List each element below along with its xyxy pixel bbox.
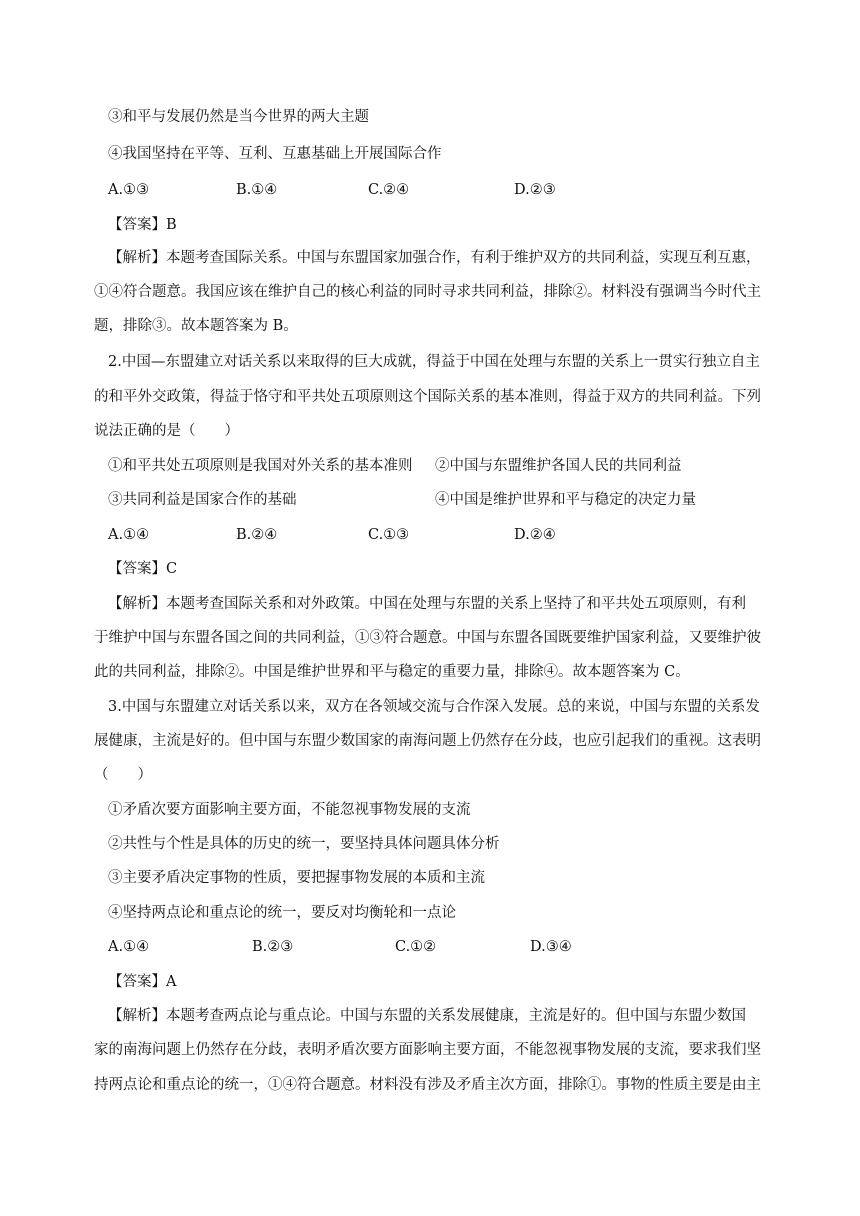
q2-analysis-line-1 [108, 594, 746, 614]
answer-tag: 【答案】 [108, 974, 166, 990]
q3-option-d: D.③④ [530, 939, 572, 955]
q1-item-4: ④我国坚持在平等、互利、互惠基础上开展国际合作 [108, 146, 442, 162]
q2-option-a: A.①④ [108, 527, 150, 543]
q1-analysis-line-2: ①④符合题意。我国应该在维护自己的核心利益的同时寻求共同利益，排除②。材料没有强调当今时代主 [94, 284, 761, 300]
q3-item-4: ④坚持两点论和重点论的统一，要反对均衡轮和一点论 [108, 905, 456, 921]
q3-analysis-line-2: 家的南海问题上仍然存在分歧，表明矛盾次要方面影响主要方面，不能忽视事物发展的支流，要求我们坚 [94, 1042, 761, 1058]
q1-answer [108, 215, 177, 235]
analysis-text: 本题考查国际关系和对外政策。中国在处理与东盟的关系上坚持了和平共处五项原则，有利 [166, 596, 746, 612]
q3-stem-line-3: （ ） [94, 767, 152, 783]
q2-answer [108, 559, 177, 579]
q2-option-d: D.②④ [514, 527, 556, 543]
q2-option-b: B.②④ [236, 527, 278, 543]
q3-option-a: A.①④ [108, 939, 150, 955]
answer-value: B [166, 217, 177, 233]
answer-value: A [166, 974, 177, 990]
answer-tag: 【答案】 [108, 217, 166, 233]
q3-stem-line-2: 展健康，主流是好的。但中国与东盟少数国家的南海问题上仍然存在分歧，也应引起我们的重视。这表明 [94, 733, 761, 749]
q3-analysis-line-1 [108, 1006, 746, 1026]
q1-analysis-line-3: 题，排除③。故本题答案为 B。 [94, 318, 298, 334]
q1-option-b: B.①④ [236, 182, 278, 198]
q2-item-3: ③共同利益是国家合作的基础 [108, 492, 297, 508]
analysis-tag: 【解析】 [108, 250, 166, 266]
q3-item-2: ②共性与个性是具体的历史的统一，要坚持具体问题具体分析 [108, 836, 500, 852]
q2-item-1: ①和平共处五项原则是我国对外关系的基本准则 [108, 458, 413, 474]
answer-value: C [166, 561, 178, 577]
q2-item-2: ②中国与东盟维护各国人民的共同利益 [435, 458, 682, 474]
q3-option-b: B.②③ [252, 939, 294, 955]
answer-tag: 【答案】 [108, 561, 166, 577]
q3-option-c: C.①② [395, 939, 437, 955]
q3-answer [108, 972, 176, 992]
q2-analysis-line-2: 于维护中国与东盟各国之间的共同利益，①③符合题意。中国与东盟各国既要维护国家利益，又要维护彼 [94, 630, 761, 646]
q3-stem-line-1: 3.中国与东盟建立对话关系以来，双方在各领域交流与合作深入发展。总的来说，中国与东盟的关系发 [108, 699, 760, 715]
q1-option-c: C.②④ [368, 182, 410, 198]
analysis-tag: 【解析】 [108, 1008, 166, 1024]
analysis-text: 本题考查国际关系。中国与东盟国家加强合作，有利于维护双方的共同利益，实现互利互惠， [166, 250, 761, 266]
q2-option-c: C.①③ [368, 527, 410, 543]
q2-item-4: ④中国是维护世界和平与稳定的决定力量 [435, 492, 696, 508]
q2-stem-line-3: 说法正确的是（ ） [94, 423, 239, 439]
analysis-tag: 【解析】 [108, 596, 166, 612]
q2-stem-line-1: 2.中国—东盟建立对话关系以来取得的巨大成就，得益于中国在处理与东盟的关系上一贯实行独立自主 [108, 354, 760, 370]
q2-stem-line-2: 的和平外交政策，得益于恪守和平共处五项原则这个国际关系的基本准则，得益于双方的共同利益。下列 [94, 389, 761, 405]
q3-item-1: ①矛盾次要方面影响主要方面，不能忽视事物发展的支流 [108, 802, 471, 818]
q1-analysis-line-1 [108, 248, 761, 268]
q1-item-3: ③和平与发展仍然是当今世界的两大主题 [108, 109, 369, 125]
q1-option-d: D.②③ [514, 182, 556, 198]
analysis-text: 本题考查两点论与重点论。中国与东盟的关系发展健康，主流是好的。但中国与东盟少数国 [166, 1008, 746, 1024]
q3-analysis-line-3: 持两点论和重点论的统一，①④符合题意。材料没有涉及矛盾主次方面，排除①。事物的性质主要是由主 [94, 1077, 761, 1093]
q2-analysis-line-3: 此的共同利益，排除②。中国是维护世界和平与稳定的重要力量，排除④。故本题答案为 C。 [94, 664, 690, 680]
q3-item-3: ③主要矛盾决定事物的性质，要把握事物发展的本质和主流 [108, 870, 485, 886]
q1-option-a: A.①③ [108, 182, 150, 198]
